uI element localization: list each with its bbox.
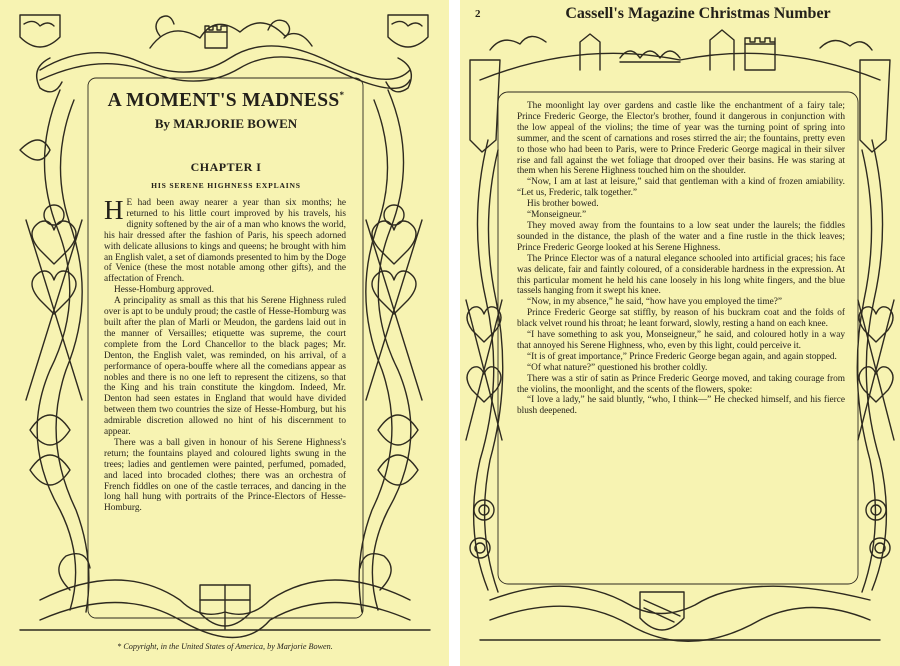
paragraph: There was a ball given in honour of his Serene Highness's return; the fountains played and coloured lights swung in the trees; ladies and gentlemen were painted, perfumed, pomaded, and laced into brocaded clothes; there was an orchestra of French fiddles on one of the castle terraces, and dancing in the long hall hung with portraits of the Prince-Electors of Hesse-Homburg. (104, 437, 346, 514)
page-gutter (449, 0, 460, 666)
paragraph: “Of what nature?” questioned his brother coldly. (527, 362, 708, 373)
chapter-subtitle: HIS SERENE HIGHNESS EXPLAINS (151, 181, 301, 190)
paragraph: They moved away from the fountains to a low seat under the laurels; the fiddles sounded in the distance, the plash of the water and a fine rustle in the thick leaves; Prince Frederic George looked at his Serene Highness. (517, 220, 845, 253)
paragraph: There was a stir of satin as Prince Frederic George moved, and taking courage from the violins, the moonlight, and the scents of the flowers, spoke: (517, 373, 845, 395)
castle-icon (480, 30, 880, 80)
paragraph: “Monseigneur.” (527, 210, 587, 221)
drop-cap: H (104, 195, 124, 225)
right-body-text (517, 101, 845, 417)
paragraph: “Now, in my absence,” he said, “how have you employed the time?” (527, 297, 782, 308)
paragraph: Hesse-Homburg approved. (114, 285, 215, 296)
left-page (0, 0, 449, 666)
title-footnote-mark: * (339, 90, 345, 100)
paragraph: “I love a lady,” he said bluntly, “who, I think—” He checked himself, and his fierce blush deepened. (517, 395, 845, 417)
paragraph: H E had been away nearer a year than six months; he returned to his little court improved by his travels, his dignity softened by the air of a man who knows the world, his hair dressed after the fashion of Paris, his speech adorned with delicate allusions to kings and queens; he brought with him an English valet, a set of diamonds presented to him by the Doge of Venice (these the most notable among other gifts), and the affectation of French. (104, 195, 346, 285)
author-byline: By MARJORIE BOWEN (154, 116, 298, 131)
castle-icon (150, 16, 312, 48)
copyright-footnote: * Copyright, in the United States of America, by Marjorie Bowen. (117, 642, 333, 651)
paragraph: The moonlight lay over gardens and castle like the enchantment of a fairy tale; Prince Frederic George, the Elector's brother, found it dangerous in conjunction with the low appeal of the violins; the time of year was the turning point of spring into summer, and the scent of carnations and roses stirred the air; the fountains, pretty even to those who had been to Paris, were to Prince Frederic George magical in their silver rise and fall against the wet foliage that drooped over their basins. He was staring at them when his Serene Highness touched him on the shoulder. (517, 101, 845, 177)
scroll-ornament-icon (200, 585, 250, 629)
heraldic-shield-icon (20, 15, 428, 47)
heart-knot-icon (466, 300, 502, 440)
paragraph: The Prince Elector was of a natural elegance schooled into artificial graces; his face was delicate, fair and faintly coloured, of a considerable hardness in the expression. At this particular moment he held his cane loosely in his long white fingers, and the blue tassels hanging from it swept his knee. (517, 253, 845, 297)
paragraph: “I have something to ask you, Monseigneur,” he said, and coloured hotly in a way that annoyed his Serene Highness, who, even by this light, could perceive it. (517, 330, 845, 351)
story-title: A MOMENT'S MADNESS* (107, 90, 345, 111)
paragraph: “It is of great importance,” Prince Frederic George began again, and again stopped. (527, 351, 837, 362)
page-number: 2 (475, 8, 481, 20)
chapter-heading: CHAPTER I (190, 160, 262, 174)
right-page (460, 0, 900, 666)
paragraph: Prince Frederic George sat stiffly, by reason of his buckram coat and the folds of black velvet round his throat; he leant forward, slowly, resting a hand on each knee. (517, 308, 845, 330)
left-body-text (104, 195, 346, 514)
paragraph: “Now, I am at last at leisure,” said that gentleman with a kind of frozen amiability. “Let us, Frederic, talk together.” (517, 177, 845, 199)
paragraph: His brother bowed. (527, 199, 599, 210)
running-head: Cassell's Magazine Christmas Number (565, 5, 831, 22)
paragraph: A principality as small as this that his Serene Highness ruled over is apt to be unduly proud; the castle of Hesse-Homburg was built after the plan of Marli or Meudon, the gardens laid out in the manner of Versailles; etiquette was supreme, the court complete from the Lord Chancellor to the black pages; Mr. Denton, the English valet, was reminded, on his arrival, of a performance of opera-bouffe where all the comedians appear as nobles and there is no one left to represent the citizens, so that the King and his train constitute the kingdom. Indeed, Mr. Denton had seen estates in England that would have divided between them two countries the size of Hesse-Homburg, but his admirable discretion allowed no hint of his discernment to appear. (104, 296, 346, 438)
